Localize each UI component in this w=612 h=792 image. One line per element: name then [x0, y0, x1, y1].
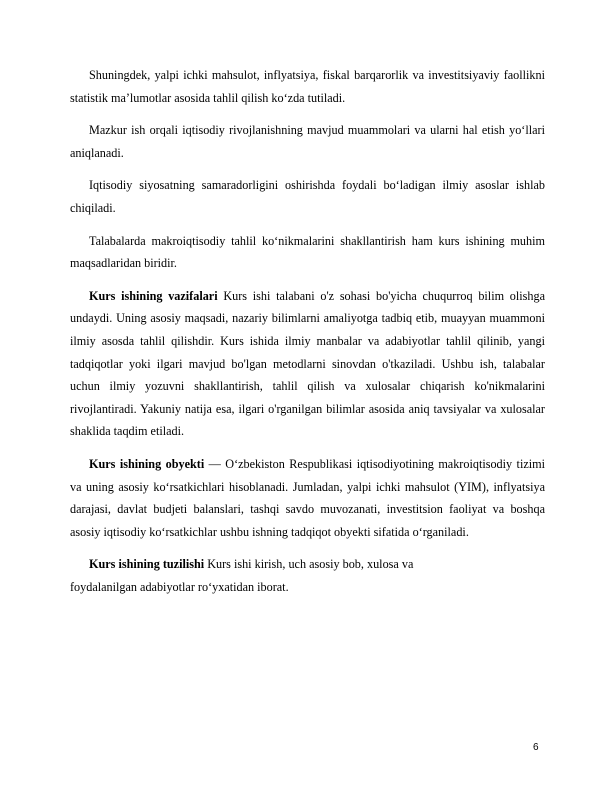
- paragraph-text: Talabalarda makroiqtisodiy tahlil ko‘nikmalarini shakllantirish ham kurs ishining muhim maqsadlaridan biridir.: [70, 233, 545, 271]
- paragraph-text: Kurs ishi talabani o'z sohasi bo'yicha chuqurroq bilim olishga undaydi. Uning asosiy maqsadi, nazariy bilimlarni amaliyotga tadbiq etib, muayyan muammoni ilmiy asosda tahlil qilishdir. Kurs ishida ilmiy manbalar va adabiyotlar tahlil qilinib, yangi tadqiqotlar yoki ilgari mavjud bo'lgan metodlarni sinovdan o'tkaziladi. Ushbu ish, talabalar uchun ilmiy yozuvni shakllantirish, tahlil qilish va xulosalar chiqarish ko'nikmalarini rivojlantiradi. Yakuniy natija esa, ilgari o'rganilgan bilimlar asosida aniq tavsiyalar va xulosalar shaklida taqdim etiladi.: [70, 288, 545, 439]
- paragraph-text: Kurs ishi kirish, uch asosiy bob, xulosa va: [204, 557, 414, 572]
- paragraph-lead-heading: Kurs ishining tuzilishi: [89, 557, 205, 572]
- paragraph-text: Mazkur ish orqali iqtisodiy rivojlanishning mavjud muammolari va ularni hal etish yo‘llari aniqlanadi.: [70, 123, 545, 160]
- paragraph-tasks: [70, 285, 545, 443]
- paragraph-structure: [70, 553, 545, 598]
- paragraph-lead-heading: Kurs ishining vazifalari: [89, 288, 218, 303]
- paragraph-lead-heading: Kurs ishining obyekti: [89, 456, 205, 471]
- page-number: 6: [533, 742, 539, 753]
- paragraph-text: — O‘zbekiston Respublikasi iqtisodiyotining makroiqtisodiy tizimi va uning asosiy ko‘rsatkichlari hisoblanadi. Jumladan, yalpi ichki mahsulot (YIM), inflyatsiya darajasi, davlat budjeti balanslari, tashqi savdo muvozanati, investitsion faoliyat va boshqa asosiy iqtisodiy ko‘rsatkichlar ushbu ishning tadqiqot obyekti sifatida o‘rganiladi.: [70, 456, 545, 539]
- paragraph-object: [70, 453, 545, 543]
- paragraph-text: Shuningdek, yalpi ichki mahsulot, inflyatsiya, fiskal barqarorlik va investitsiyaviy faollikni statistik ma’lumotlar asosida tahlil qilish ko‘zda tutiladi.: [70, 68, 545, 105]
- document-page: [70, 64, 545, 608]
- paragraph-scientific-basis: [70, 174, 545, 219]
- paragraph-statistical-analysis: [70, 64, 545, 109]
- paragraph-text: Iqtisodiy siyosatning samaradorligini oshirishda foydali bo‘ladigan ilmiy asoslar ishlab chiqiladi.: [70, 178, 545, 215]
- paragraph-text-continued: foydalanilgan adabiyotlar ro‘yxatidan iborat.: [70, 579, 289, 594]
- paragraph-skills: [70, 230, 545, 275]
- paragraph-problems: [70, 119, 545, 164]
